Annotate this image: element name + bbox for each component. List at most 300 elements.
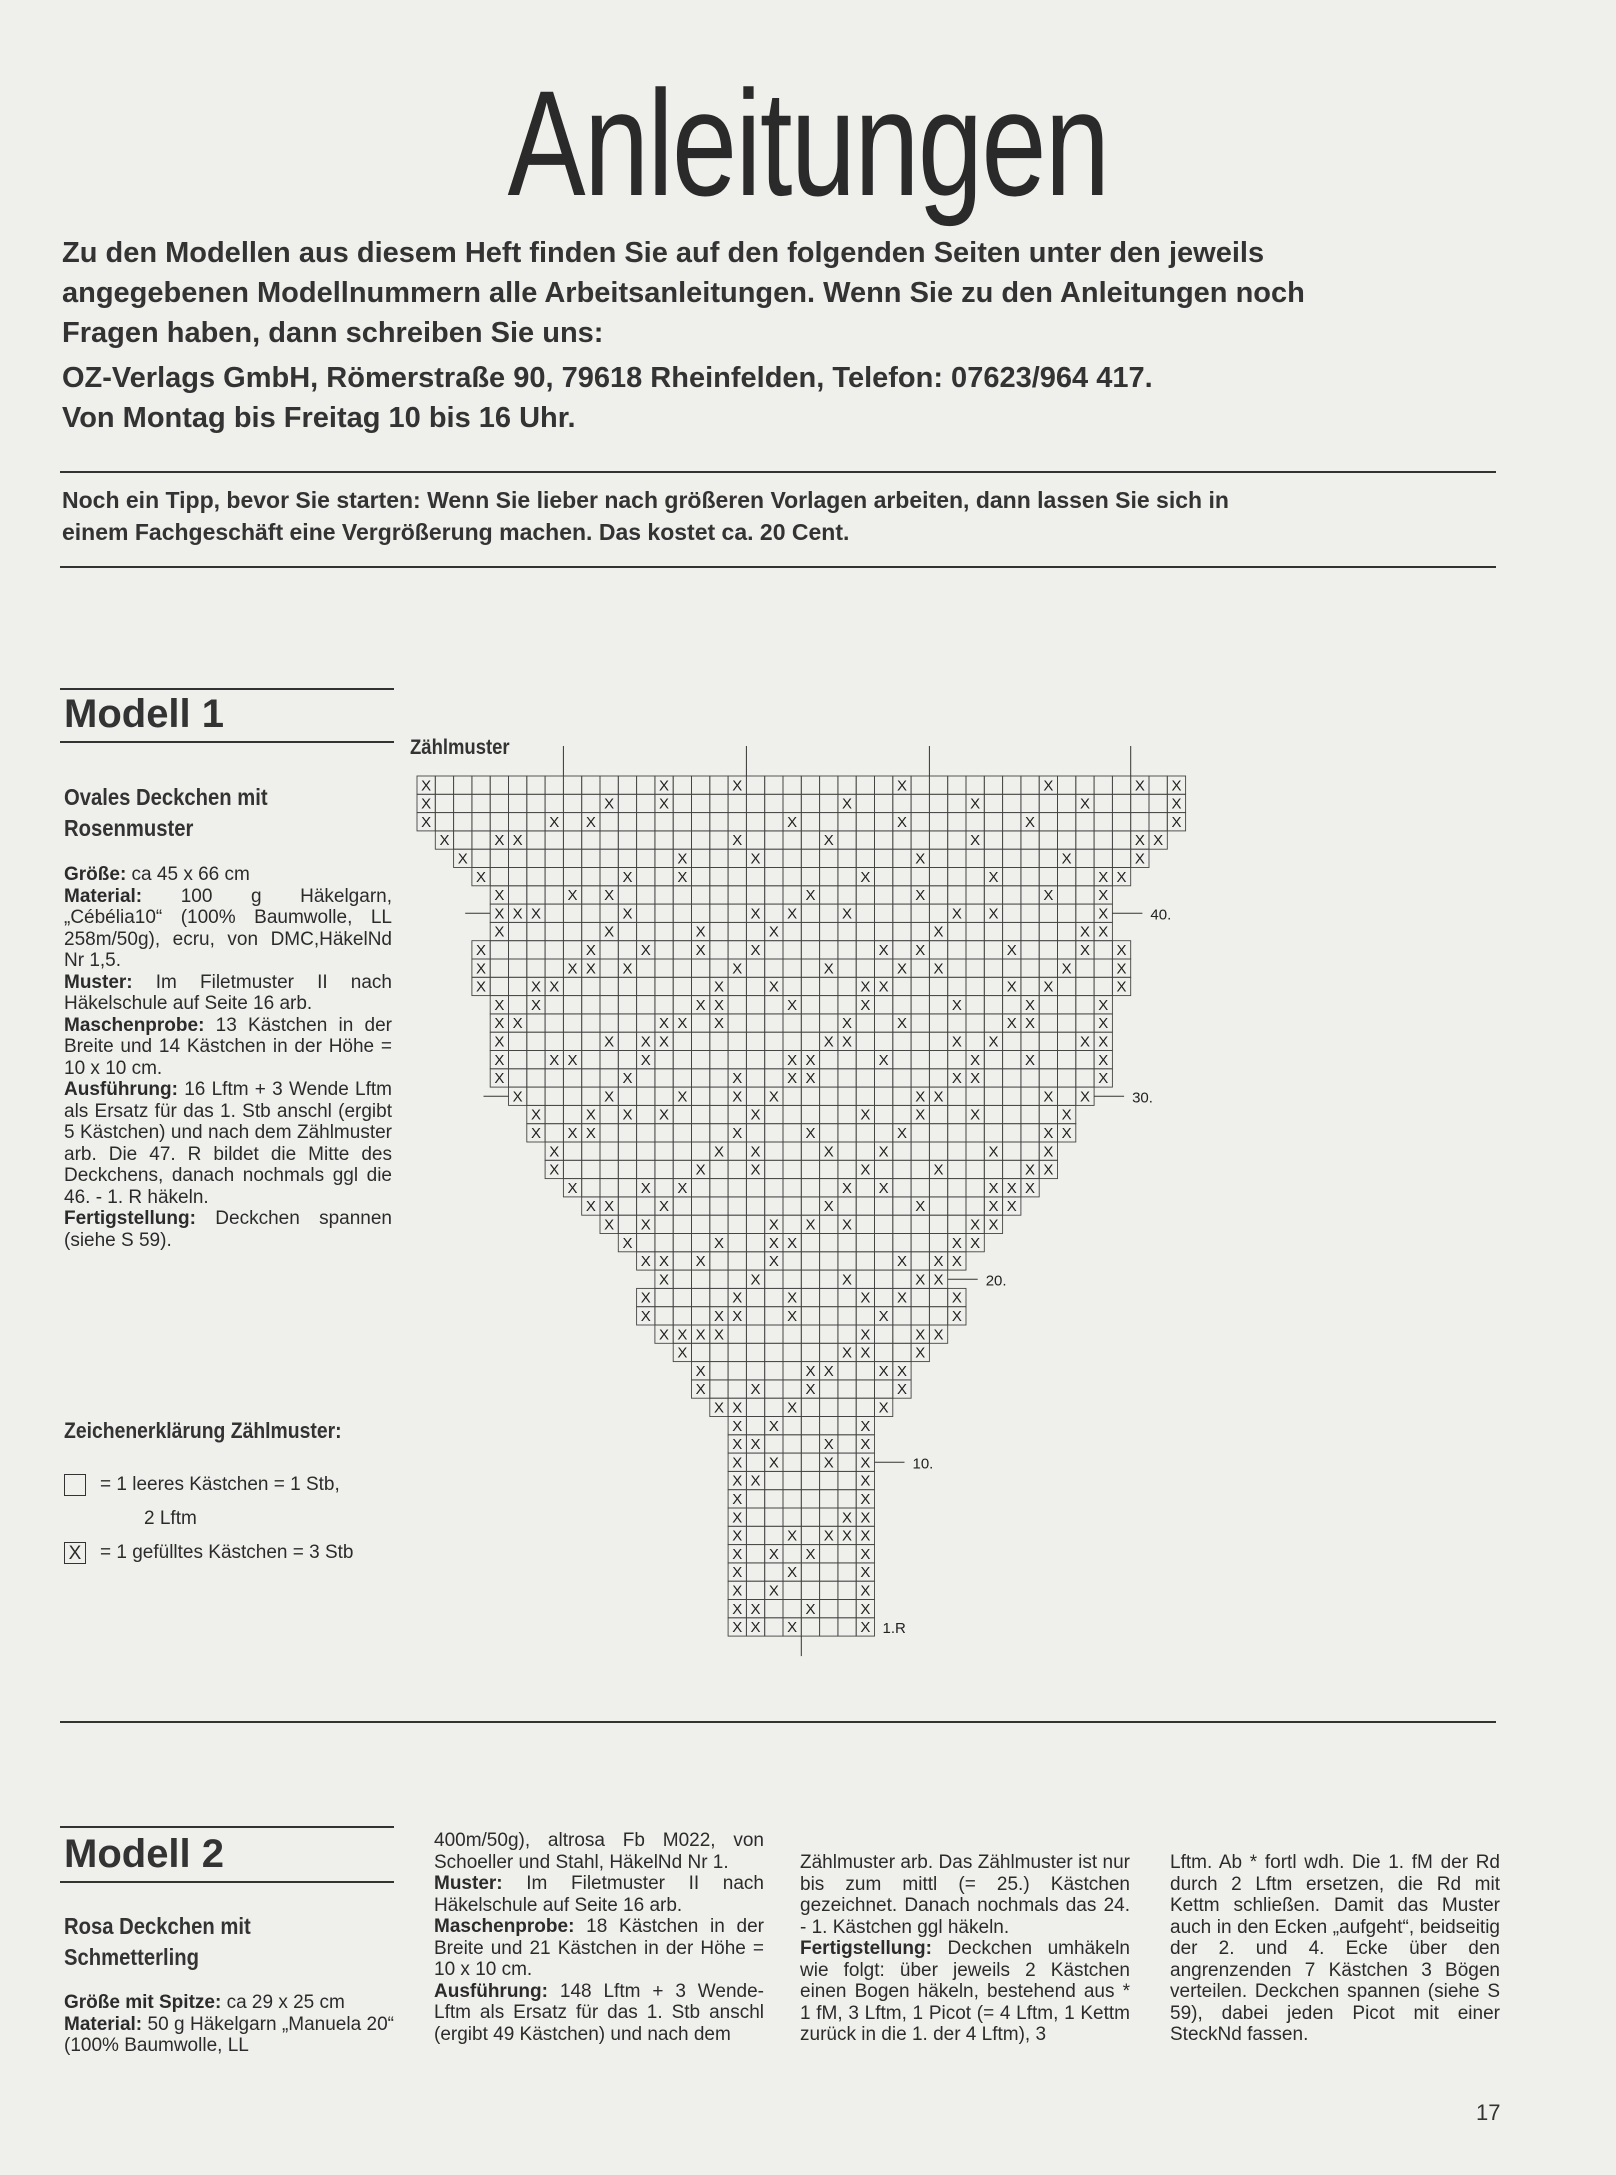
chart-filled-mark: X (1043, 1143, 1054, 1161)
chart-filled-mark: X (860, 1582, 871, 1600)
chart-cell (1003, 1142, 1021, 1160)
chart-cell (765, 813, 783, 831)
chart-cell (948, 776, 966, 794)
chart-cell (655, 1142, 673, 1160)
chart-cell (746, 1234, 764, 1252)
chart-cell (692, 904, 710, 922)
chart-filled-mark: X (732, 1582, 743, 1600)
chart-filled-mark: X (732, 960, 743, 978)
chart-cell (563, 1105, 581, 1123)
chart-cell (618, 813, 636, 831)
chart-cell (1058, 996, 1076, 1014)
chart-cell (692, 794, 710, 812)
chart-cell (1039, 941, 1057, 959)
chart-cell (929, 1179, 947, 1197)
chart-filled-mark: X (768, 1545, 779, 1563)
chart-cell (655, 996, 673, 1014)
chart-filled-mark: X (1025, 813, 1036, 831)
tip-text (62, 484, 1502, 548)
chart-cell (1149, 776, 1167, 794)
chart-cell (1003, 794, 1021, 812)
chart-filled-mark: X (604, 1088, 615, 1106)
chart-cell (929, 1197, 947, 1215)
chart-filled-mark: X (1098, 887, 1109, 905)
chart-filled-mark: X (1098, 1051, 1109, 1069)
chart-cell (618, 776, 636, 794)
instruction-paragraph (64, 972, 392, 1015)
chart-cell (637, 886, 655, 904)
chart-filled-mark: X (896, 1253, 907, 1271)
chart-cell (563, 868, 581, 886)
chart-filled-mark: X (585, 813, 596, 831)
chart-cell (509, 868, 527, 886)
chart-cell (856, 1124, 874, 1142)
chart-filled-mark: X (549, 1161, 560, 1179)
chart-cell (875, 1087, 893, 1105)
chart-cell (948, 1105, 966, 1123)
chart-cell (783, 1197, 801, 1215)
chart-cell (820, 1325, 838, 1343)
chart-filled-mark: X (732, 1509, 743, 1527)
instruction-paragraph (64, 1079, 392, 1208)
chart-filled-mark: X (750, 1161, 761, 1179)
chart-filled-mark: X (787, 1527, 798, 1545)
chart-filled-mark: X (933, 1161, 944, 1179)
chart-cell (893, 831, 911, 849)
chart-cell (1039, 794, 1057, 812)
chart-filled-mark: X (860, 1509, 871, 1527)
chart-cell (801, 794, 819, 812)
chart-cell (655, 1179, 673, 1197)
empty-box-icon (64, 1474, 86, 1496)
chart-cell (527, 886, 545, 904)
chart-filled-mark: X (732, 832, 743, 850)
chart-cell (838, 1398, 856, 1416)
chart-filled-mark: X (750, 1271, 761, 1289)
chart-cell (801, 1032, 819, 1050)
chart-filled-mark: X (677, 1088, 688, 1106)
chart-cell (728, 886, 746, 904)
chart-cell (966, 941, 984, 959)
instruction-paragraph (434, 1830, 764, 1873)
chart-cell (673, 959, 691, 977)
chart-cell (710, 941, 728, 959)
chart-cell (1003, 996, 1021, 1014)
chart-cell (600, 941, 618, 959)
chart-cell (765, 1435, 783, 1453)
chart-cell (801, 849, 819, 867)
chart-label: Zählmuster (410, 736, 510, 759)
chart-cell (545, 1069, 563, 1087)
chart-cell (801, 1105, 819, 1123)
chart-cell (838, 1545, 856, 1563)
chart-filled-mark: X (640, 1308, 651, 1325)
chart-cell (582, 831, 600, 849)
chart-filled-mark: X (842, 1527, 853, 1545)
chart-cell (783, 886, 801, 904)
modell2-column-1 (64, 1992, 394, 2057)
chart-cell (710, 1069, 728, 1087)
chart-filled-mark: X (549, 978, 560, 996)
chart-cell (893, 886, 911, 904)
chart-filled-mark: X (1043, 777, 1054, 795)
chart-cell (820, 922, 838, 940)
chart-cell (856, 1014, 874, 1032)
chart-cell (838, 1252, 856, 1270)
chart-cell (801, 1490, 819, 1508)
chart-cell (893, 1343, 911, 1361)
chart-cell (435, 776, 453, 794)
chart-cell (746, 886, 764, 904)
chart-cell (728, 941, 746, 959)
chart-cell (783, 922, 801, 940)
chart-cell (820, 1307, 838, 1325)
contact-info (62, 358, 1153, 438)
chart-filled-mark: X (421, 777, 432, 795)
section-label: Fertigstellung: (800, 1938, 932, 1959)
chart-cell (692, 1051, 710, 1069)
chart-cell (838, 941, 856, 959)
chart-filled-mark: X (951, 905, 962, 923)
chart-cell (984, 1051, 1002, 1069)
chart-cell (875, 813, 893, 831)
chart-filled-mark: X (860, 1545, 871, 1563)
chart-cell (728, 904, 746, 922)
chart-cell (856, 1362, 874, 1380)
chart-cell (1094, 977, 1112, 995)
chart-filled-mark: X (933, 1271, 944, 1289)
chart-cell (875, 1197, 893, 1215)
chart-cell (783, 941, 801, 959)
chart-cell (655, 1087, 673, 1105)
chart-filled-mark: X (860, 1491, 871, 1508)
chart-filled-mark: X (695, 942, 706, 959)
chart-cell (911, 904, 929, 922)
chart-cell (563, 1142, 581, 1160)
chart-cell (1131, 794, 1149, 812)
chart-filled-mark: X (494, 887, 505, 905)
chart-cell (509, 977, 527, 995)
chart-filled-mark: X (695, 1326, 706, 1344)
chart-filled-mark: X (768, 1216, 779, 1234)
chart-cell (728, 1380, 746, 1398)
chart-cell (1039, 868, 1057, 886)
chart-cell (984, 794, 1002, 812)
chart-filled-mark: X (823, 1436, 834, 1454)
chart-cell (728, 1325, 746, 1343)
chart-filled-mark: X (915, 887, 926, 905)
chart-cell (673, 1032, 691, 1050)
chart-filled-mark: X (421, 813, 432, 831)
chart-filled-mark: X (494, 923, 505, 941)
section-text: 13 Kästchen in der Breite und 14 Kästchen in der Höhe = 10 x 10 cm. (64, 1014, 392, 1079)
chart-cell (948, 941, 966, 959)
chart-cell (765, 1325, 783, 1343)
chart-cell (948, 813, 966, 831)
chart-filled-mark: X (787, 813, 798, 831)
chart-cell (673, 886, 691, 904)
chart-cell (600, 831, 618, 849)
chart-filled-mark: X (732, 1545, 743, 1563)
chart-cell (582, 1142, 600, 1160)
chart-cell (746, 831, 764, 849)
chart-cell (929, 868, 947, 886)
chart-filled-mark: X (585, 1125, 596, 1142)
chart-cell (582, 868, 600, 886)
chart-filled-mark: X (896, 1289, 907, 1307)
chart-cell (746, 1197, 764, 1215)
chart-filled-mark: X (1025, 1015, 1036, 1033)
chart-filled-mark: X (732, 1491, 743, 1508)
chart-filled-mark: X (494, 1070, 505, 1088)
chart-cell (911, 1069, 929, 1087)
chart-cell (728, 1014, 746, 1032)
chart-cell (673, 831, 691, 849)
chart-cell (948, 1014, 966, 1032)
chart-cell (1003, 1032, 1021, 1050)
chart-cell (1039, 1014, 1057, 1032)
chart-cell (472, 831, 490, 849)
chart-cell (1058, 1032, 1076, 1050)
chart-filled-mark: X (988, 868, 999, 886)
intro-line: Zu den Modellen aus diesem Heft finden Sie auf den folgenden Seiten unter den jeweils (62, 237, 1265, 269)
chart-cell (801, 1087, 819, 1105)
chart-cell (600, 1014, 618, 1032)
chart-cell (710, 1087, 728, 1105)
chart-filled-mark: X (695, 1161, 706, 1179)
chart-cell (582, 886, 600, 904)
chart-cell (820, 1563, 838, 1581)
chart-cell (875, 1160, 893, 1178)
chart-cell (929, 1307, 947, 1325)
chart-cell (875, 1014, 893, 1032)
chart-cell (820, 1581, 838, 1599)
chart-cell (673, 977, 691, 995)
chart-cell (929, 886, 947, 904)
chart-cell (1003, 1105, 1021, 1123)
chart-filled-mark: X (842, 905, 853, 923)
chart-filled-mark: X (604, 887, 615, 905)
chart-filled-mark: X (659, 1271, 670, 1289)
chart-cell (1076, 977, 1094, 995)
chart-filled-mark: X (951, 996, 962, 1014)
chart-filled-mark: X (457, 850, 468, 868)
chart-cell (765, 1051, 783, 1069)
chart-cell (801, 1581, 819, 1599)
chart-cell (948, 1051, 966, 1069)
chart-cell (746, 1069, 764, 1087)
chart-filled-mark: X (640, 1051, 651, 1069)
chart-cell (911, 868, 929, 886)
chart-cell (783, 959, 801, 977)
chart-cell (618, 941, 636, 959)
chart-cell (655, 1307, 673, 1325)
chart-cell (1076, 868, 1094, 886)
chart-cell (801, 1526, 819, 1544)
chart-cell (746, 1014, 764, 1032)
chart-cell (875, 1215, 893, 1233)
chart-cell (600, 813, 618, 831)
chart-cell (582, 1051, 600, 1069)
chart-cell (600, 776, 618, 794)
chart-cell (893, 1197, 911, 1215)
chart-cell (838, 849, 856, 867)
chart-cell (856, 1051, 874, 1069)
chart-cell (618, 831, 636, 849)
chart-cell (527, 1032, 545, 1050)
chart-cell (728, 1252, 746, 1270)
chart-cell (710, 1197, 728, 1215)
chart-cell (783, 794, 801, 812)
chart-cell (801, 776, 819, 794)
chart-filled-mark: X (878, 1308, 889, 1325)
chart-filled-mark: X (750, 1600, 761, 1618)
chart-cell (710, 849, 728, 867)
chart-cell (783, 1142, 801, 1160)
chart-cell (1094, 849, 1112, 867)
chart-cell (746, 996, 764, 1014)
chart-cell (893, 1325, 911, 1343)
chart-filled-mark: X (659, 1033, 670, 1051)
chart-filled-mark: X (842, 1271, 853, 1289)
chart-filled-mark: X (622, 868, 633, 886)
chart-filled-mark: X (530, 1125, 541, 1142)
chart-filled-mark: X (732, 1472, 743, 1490)
chart-filled-mark: X (476, 942, 487, 959)
chart-cell (765, 1270, 783, 1288)
chart-cell (692, 1105, 710, 1123)
chart-cell (527, 941, 545, 959)
chart-cell (1058, 941, 1076, 959)
chart-filled-mark: X (750, 942, 761, 959)
chart-cell (820, 996, 838, 1014)
chart-cell (728, 849, 746, 867)
chart-cell (765, 1563, 783, 1581)
chart-filled-mark: X (549, 1143, 560, 1161)
chart-filled-mark: X (970, 832, 981, 850)
chart-cell (856, 1398, 874, 1416)
chart-cell (948, 1215, 966, 1233)
chart-cell (673, 1105, 691, 1123)
chart-cell (801, 1307, 819, 1325)
chart-cell (875, 1325, 893, 1343)
chart-cell (856, 1179, 874, 1197)
chart-cell (966, 886, 984, 904)
chart-cell (710, 1270, 728, 1288)
chart-filled-mark: X (713, 1015, 724, 1033)
chart-cell (1058, 831, 1076, 849)
chart-cell (1058, 1087, 1076, 1105)
row-label: 20. (985, 1272, 1007, 1290)
chart-filled-mark: X (1079, 795, 1090, 813)
chart-cell (728, 1051, 746, 1069)
chart-filled-mark: X (970, 795, 981, 813)
instruction-paragraph (800, 1938, 1130, 2046)
chart-cell (783, 1160, 801, 1178)
chart-filled-mark: X (860, 1344, 871, 1362)
chart-cell (838, 959, 856, 977)
instruction-paragraph (64, 1015, 392, 1080)
chart-filled-mark: X (512, 1015, 523, 1033)
chart-cell (673, 904, 691, 922)
chart-filled-mark: X (677, 1344, 688, 1362)
chart-cell (765, 849, 783, 867)
chart-cell (1003, 1051, 1021, 1069)
chart-cell (746, 776, 764, 794)
chart-cell (948, 977, 966, 995)
chart-filled-mark: X (677, 868, 688, 886)
chart-cell (655, 977, 673, 995)
chart-cell (948, 922, 966, 940)
chart-cell (728, 996, 746, 1014)
section-text: ca 45 x 66 cm (126, 864, 250, 885)
chart-cell (911, 959, 929, 977)
modell2-subtitle (64, 1911, 251, 1973)
section-text: 100 g Häkelgarn, „Cébélia10“ (100% Baumwolle, LL 258m/50g), ecru, von DMC,HäkelNd Nr 1,5. (64, 885, 392, 971)
chart-filled-mark: X (695, 923, 706, 941)
chart-cell (801, 1179, 819, 1197)
chart-cell (637, 1197, 655, 1215)
chart-cell (637, 922, 655, 940)
chart-cell (1131, 813, 1149, 831)
chart-cell (490, 941, 508, 959)
instruction-paragraph (434, 1981, 764, 2046)
section-text: 400m/50g), altrosa Fb M022, von Schoeller und Stahl, HäkelNd Nr 1. (434, 1830, 764, 1873)
section-label: Muster: (64, 971, 133, 993)
tip-line: einem Fachgeschäft eine Vergrößerung machen. Das kostet ca. 20 Cent. (62, 519, 850, 545)
chart-cell (509, 1032, 527, 1050)
chart-filled-mark: X (640, 1179, 651, 1197)
chart-cell (875, 868, 893, 886)
section-text: Im Filetmuster II nach Häkelschule auf Seite 16 arb. (434, 1873, 764, 1916)
chart-cell (728, 1105, 746, 1123)
chart-filled-mark: X (604, 1033, 615, 1051)
chart-cell (838, 1124, 856, 1142)
chart-cell (673, 941, 691, 959)
chart-cell (911, 1032, 929, 1050)
chart-cell (966, 1014, 984, 1032)
chart-cell (435, 794, 453, 812)
chart-filled-mark: X (640, 942, 651, 959)
chart-filled-mark: X (604, 795, 615, 813)
chart-cell (1039, 1105, 1057, 1123)
chart-filled-mark: X (1043, 1125, 1054, 1142)
chart-cell (673, 1124, 691, 1142)
chart-filled-mark: X (1171, 777, 1182, 795)
chart-cell (1058, 813, 1076, 831)
chart-cell (746, 868, 764, 886)
chart-cell (893, 1105, 911, 1123)
chart-cell (765, 1160, 783, 1178)
chart-cell (984, 941, 1002, 959)
chart-cell (820, 1069, 838, 1087)
section-text: Zählmuster arb. Das Zählmuster ist nur bis zum mittl (= 25.) Kästchen gezeichnet. Danach nochmals das 24. - 1. Kästchen ggl häkeln. (800, 1852, 1130, 1938)
page-title: Anleitungen (507, 59, 1109, 227)
chart-cell (710, 776, 728, 794)
chart-cell (966, 1160, 984, 1178)
chart-cell (856, 1069, 874, 1087)
chart-cell (728, 1197, 746, 1215)
chart-cell (765, 1600, 783, 1618)
chart-cell (966, 849, 984, 867)
chart-filled-mark: X (494, 1015, 505, 1033)
chart-cell (710, 1124, 728, 1142)
chart-cell (948, 868, 966, 886)
chart-cell (929, 1215, 947, 1233)
divider (60, 1881, 394, 1883)
chart-cell (875, 776, 893, 794)
chart-cell (801, 831, 819, 849)
